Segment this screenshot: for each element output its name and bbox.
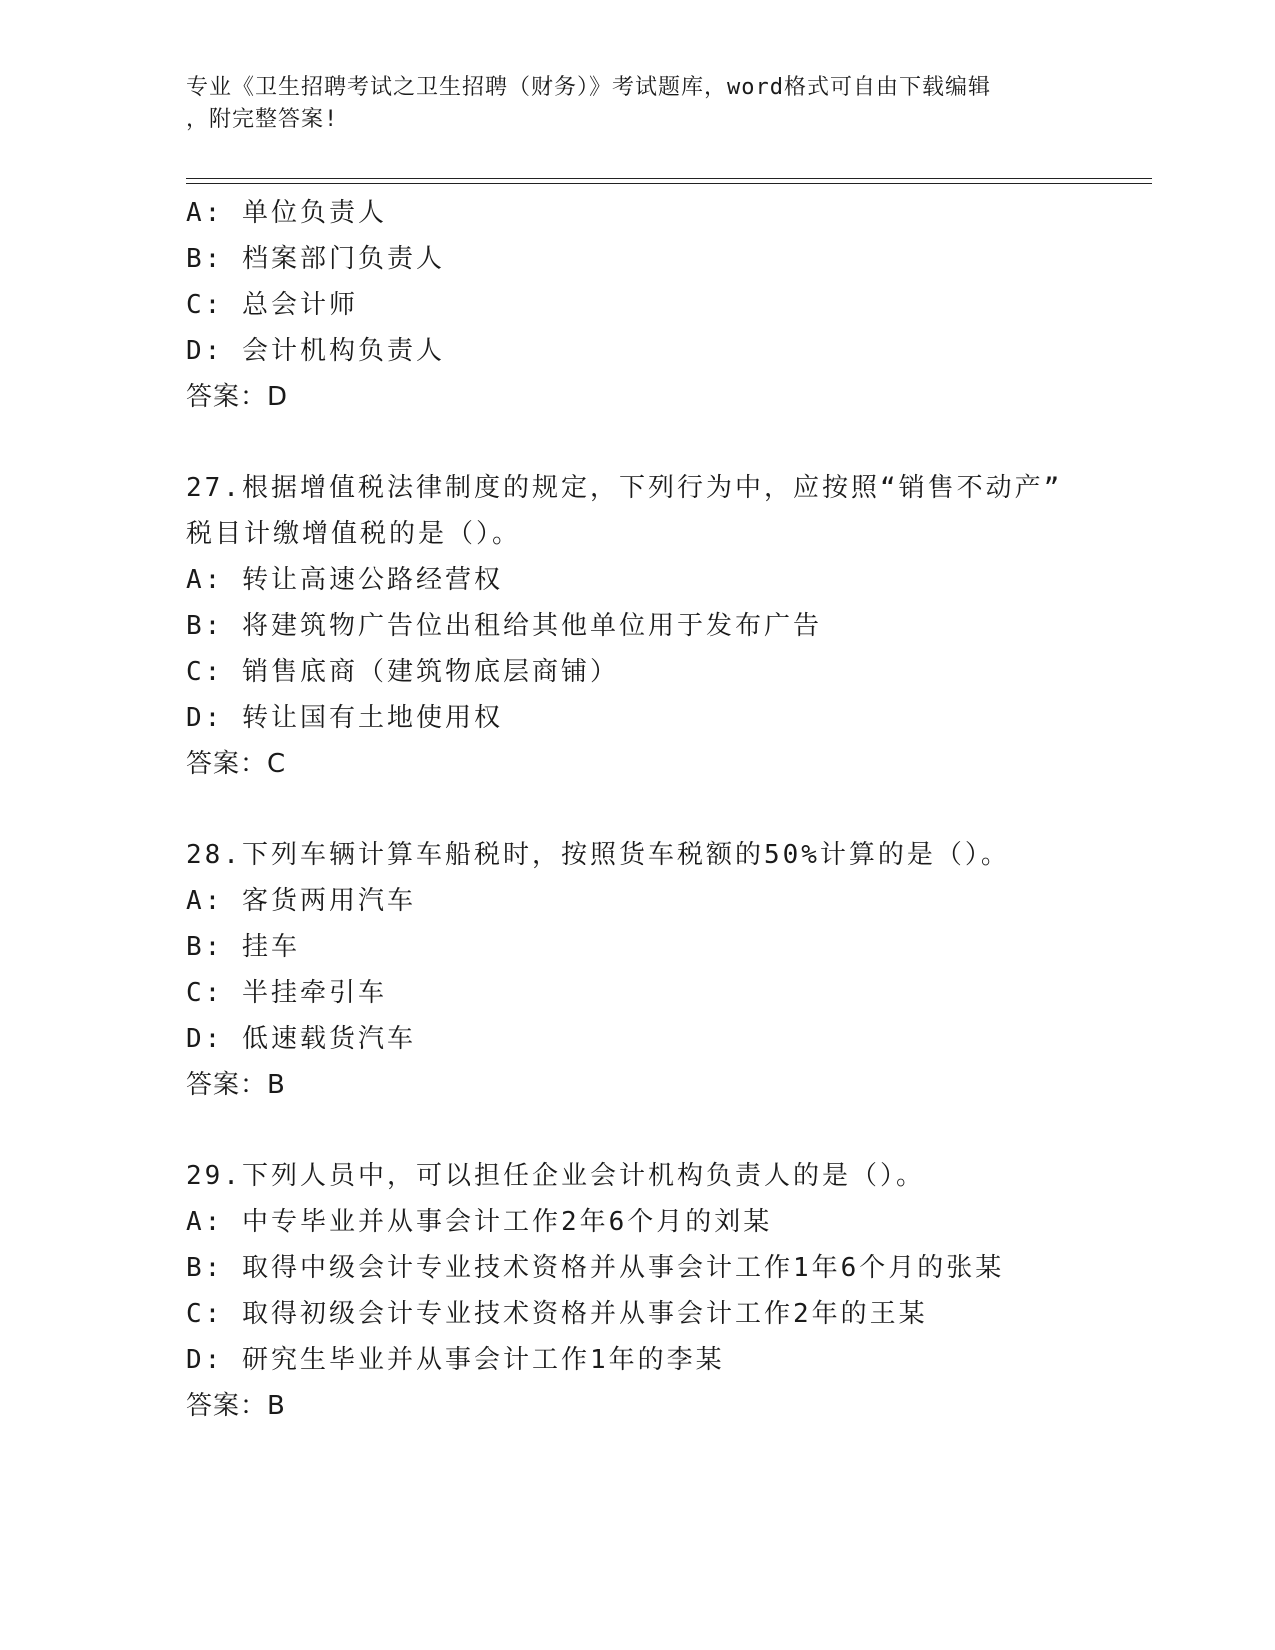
option-d: D: 会计机构负责人 xyxy=(186,336,445,366)
answer-text: 答案：C xyxy=(186,749,287,779)
question-text: 29.下列人员中，可以担任企业会计机构负责人的是（）。 xyxy=(186,1161,925,1191)
answer-text: 答案：B xyxy=(186,1391,286,1421)
option-b: B: 取得中级会计专业技术资格并从事会计工作1年6个月的张某 xyxy=(186,1253,1005,1283)
header-line-2: ，附完整答案! xyxy=(186,107,339,132)
question-block-27 xyxy=(186,465,1152,787)
block-spacer xyxy=(186,787,1152,832)
option-a: A: 客货两用汽车 xyxy=(186,886,416,916)
option-a: A: 中专毕业并从事会计工作2年6个月的刘某 xyxy=(186,1207,773,1237)
option-c: C: 半挂牵引车 xyxy=(186,978,387,1008)
question-list xyxy=(186,190,1152,1429)
document-header xyxy=(186,72,1086,136)
option-c: C: 销售底商（建筑物底层商铺） xyxy=(186,657,619,687)
option-d: D: 转让国有土地使用权 xyxy=(186,703,503,733)
question-text: 28.下列车辆计算车船税时，按照货车税额的50%计算的是（）。 xyxy=(186,840,1010,870)
option-d: D: 研究生毕业并从事会计工作1年的李某 xyxy=(186,1345,725,1375)
question-block-29 xyxy=(186,1153,1152,1429)
option-d: D: 低速载货汽车 xyxy=(186,1024,416,1054)
question-text-line-2: 税目计缴增值税的是（）。 xyxy=(186,519,522,549)
answer-text: 答案：B xyxy=(186,1070,286,1100)
question-block-26 xyxy=(186,190,1152,420)
block-spacer xyxy=(186,1108,1152,1153)
header-divider-top xyxy=(186,178,1152,179)
option-c: C: 总会计师 xyxy=(186,290,358,320)
option-c: C: 取得初级会计专业技术资格并从事会计工作2年的王某 xyxy=(186,1299,928,1329)
header-line-1: 专业《卫生招聘考试之卫生招聘（财务）》考试题库，word格式可自由下载编辑 xyxy=(186,75,991,100)
option-b: B: 将建筑物广告位出租给其他单位用于发布广告 xyxy=(186,611,822,641)
option-a: A: 转让高速公路经营权 xyxy=(186,565,503,595)
block-spacer xyxy=(186,420,1152,465)
option-a: A: 单位负责人 xyxy=(186,198,387,228)
question-block-28 xyxy=(186,832,1152,1108)
header-divider-bottom xyxy=(186,183,1152,184)
option-b: B: 挂车 xyxy=(186,932,300,962)
option-b: B: 档案部门负责人 xyxy=(186,244,445,274)
answer-text: 答案：D xyxy=(186,382,289,412)
question-text-line-1: 27.根据增值税法律制度的规定，下列行为中，应按照“销售不动产” xyxy=(186,473,1063,503)
